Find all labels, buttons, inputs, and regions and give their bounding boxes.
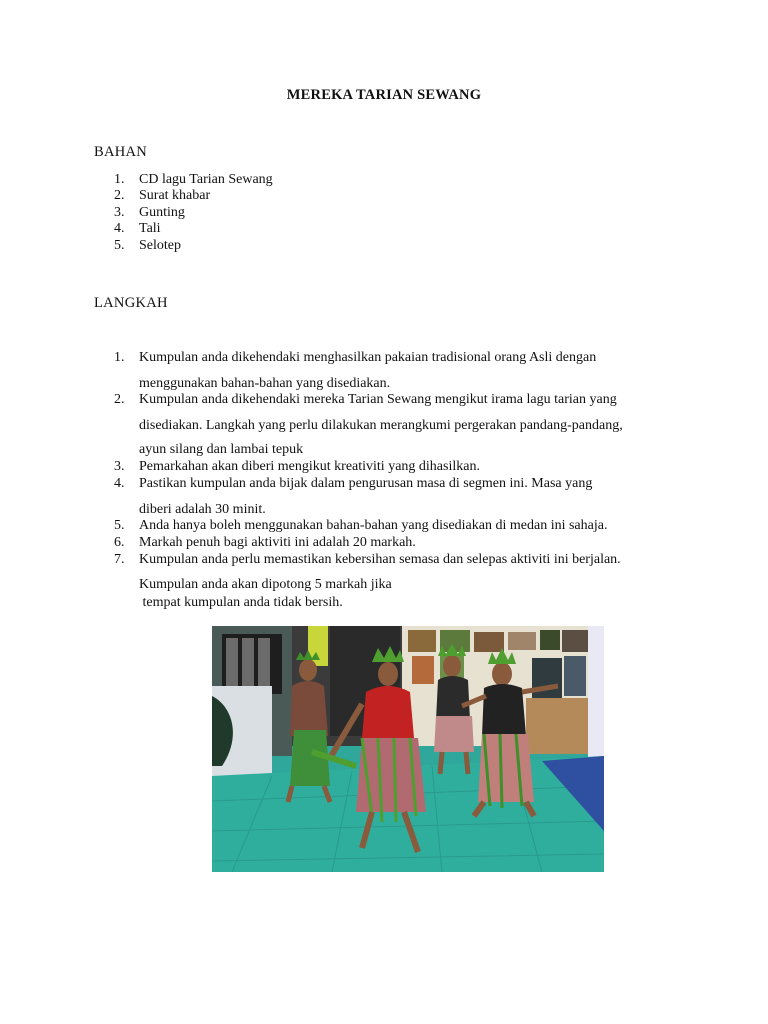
list-number: 2.: [114, 392, 125, 407]
list-number: 4.: [114, 221, 125, 236]
list-text: Kumpulan anda dikehendaki mereka Tarian Sewang mengikut irama lagu tarian yang: [139, 392, 617, 407]
list-text-continued: ayun silang dan lambai tepuk: [139, 442, 304, 457]
note-line: Kumpulan anda akan dipotong 5 markah jika: [139, 577, 392, 592]
list-text: CD lagu Tarian Sewang: [139, 172, 273, 187]
note-line: tempat kumpulan anda tidak bersih.: [139, 595, 343, 610]
list-number: 3.: [114, 205, 125, 220]
list-text: Pastikan kumpulan anda bijak dalam pengurusan masa di segmen ini. Masa yang: [139, 476, 593, 491]
list-number: 4.: [114, 476, 125, 491]
list-number: 1.: [114, 350, 125, 365]
langkah-heading: LANGKAH: [94, 295, 168, 311]
list-number: 7.: [114, 552, 125, 567]
dance-photo: [212, 626, 604, 872]
list-text: Selotep: [139, 238, 181, 253]
list-number: 5.: [114, 518, 125, 533]
list-number: 6.: [114, 535, 125, 550]
list-text: Anda hanya boleh menggunakan bahan-bahan yang disediakan di medan ini sahaja.: [139, 518, 608, 533]
list-number: 2.: [114, 188, 125, 203]
list-number: 1.: [114, 172, 125, 187]
dance-photo-illustration: [212, 626, 604, 872]
list-number: 5.: [114, 238, 125, 253]
list-text-continued: diberi adalah 30 minit.: [139, 502, 266, 517]
list-text: Gunting: [139, 205, 185, 220]
bahan-heading: BAHAN: [94, 144, 148, 160]
list-text: Surat khabar: [139, 188, 211, 203]
document-title: MEREKA TARIAN SEWANG: [286, 87, 482, 103]
list-text: Kumpulan anda dikehendaki menghasilkan pakaian tradisional orang Asli dengan: [139, 350, 597, 365]
list-text: Markah penuh bagi aktiviti ini adalah 20 markah.: [139, 535, 416, 550]
list-text: Tali: [139, 221, 161, 236]
list-text-continued: menggunakan bahan-bahan yang disediakan.: [139, 376, 391, 391]
list-number: 3.: [114, 459, 125, 474]
list-text-continued: disediakan. Langkah yang perlu dilakukan merangkumi pergerakan pandang-pandang,: [139, 418, 623, 433]
list-text: Kumpulan anda perlu memastikan kebersihan semasa dan selepas aktiviti ini berjalan.: [139, 552, 621, 567]
list-text: Pemarkahan akan diberi mengikut kreativiti yang dihasilkan.: [139, 459, 480, 474]
